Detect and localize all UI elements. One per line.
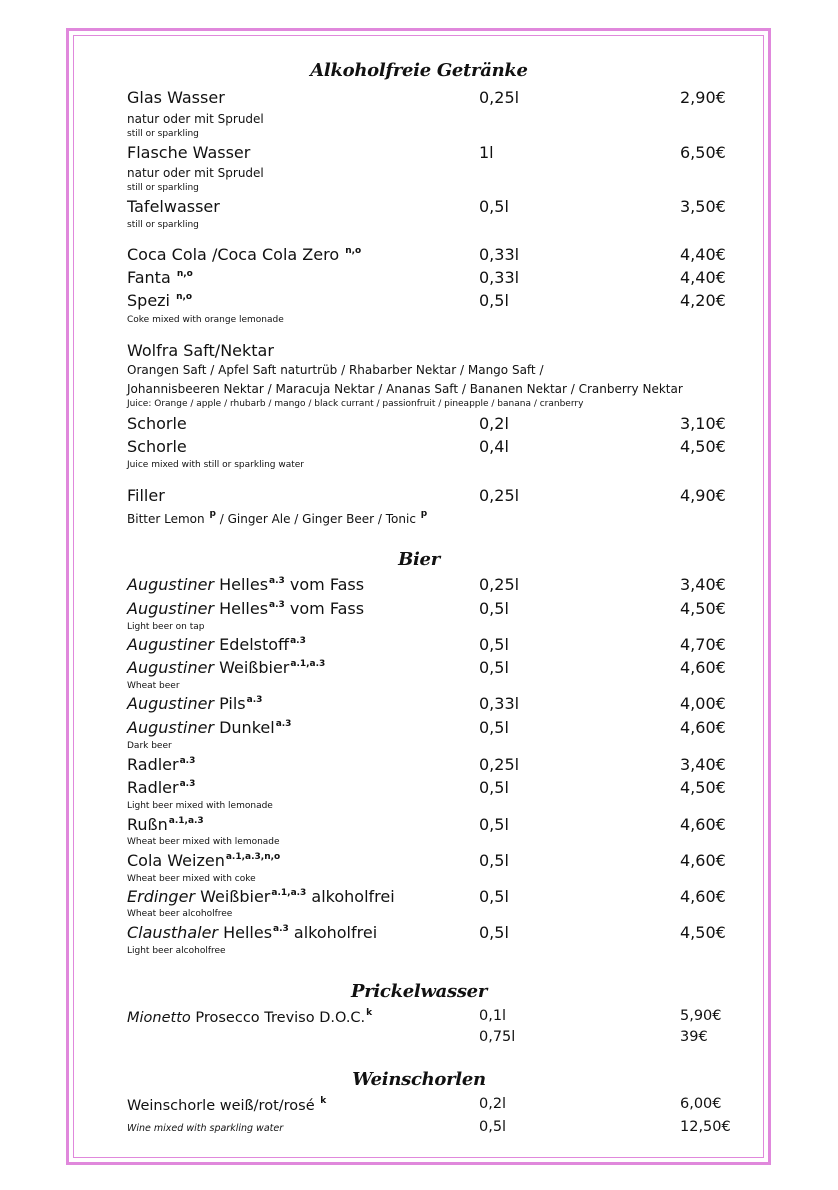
- item-price: 2,90€: [680, 88, 726, 107]
- item-volume: 0,25l: [479, 575, 520, 594]
- item-name: Clausthaler Helles$^{a.3}$ alkoholfrei: [127, 923, 378, 942]
- item-translation: Wheat beer mixed with coke: [127, 874, 256, 884]
- item-price: 4,60€: [680, 887, 726, 906]
- item-name: Augustiner Pils$^{a.3}$: [127, 694, 263, 713]
- item-name: Schorle: [127, 437, 187, 456]
- item-description: natur oder mit Sprudel: [127, 166, 264, 180]
- item-name: Augustiner Dunkel$^{a.3}$: [127, 718, 292, 737]
- menu-item-coca-cola: [127, 245, 747, 267]
- menu-item-radler-small: [127, 755, 747, 777]
- item-name: Radler$^{a.3}$: [127, 778, 196, 797]
- item-price: 3,40€: [680, 755, 726, 774]
- item-translation: Wine mixed with sparkling water: [127, 1123, 284, 1134]
- item-translation: Wheat beer: [127, 681, 180, 691]
- menu-item-mionetto-prosecco-bottle: [127, 1028, 747, 1050]
- item-price: 6,50€: [680, 143, 726, 162]
- item-price: 4,60€: [680, 815, 726, 834]
- item-volume: 0,1l: [479, 1008, 507, 1024]
- item-name: Filler: [127, 486, 165, 505]
- item-price: 5,90€: [680, 1008, 722, 1024]
- item-name: Schorle: [127, 414, 187, 433]
- item-volume: 0,5l: [479, 778, 509, 797]
- item-volume: 0,33l: [479, 694, 520, 713]
- menu-item-schorle-large: [127, 437, 747, 459]
- item-price: 4,60€: [680, 658, 726, 677]
- item-volume: 0,5l: [479, 923, 509, 942]
- item-volume: 0,5l: [479, 815, 509, 834]
- item-name: Cola Weizen$^{a.1,a.3,n,o}$: [127, 851, 281, 870]
- item-translation: still or sparkling: [127, 220, 199, 230]
- menu-item-mionetto-prosecco: [127, 1007, 747, 1029]
- item-volume: 0,2l: [479, 1096, 507, 1112]
- menu-item-radler-large: [127, 778, 747, 800]
- item-name: Augustiner Helles$^{a.3}$ vom Fass: [127, 575, 365, 594]
- item-name: Erdinger Weißbier$^{a.1,a.3}$ alkoholfrei: [127, 887, 395, 906]
- menu-item-wolfra: [127, 341, 747, 363]
- item-name: Mionetto Prosecco Treviso D.O.C.$^k$: [127, 1008, 373, 1026]
- item-name: Flasche Wasser: [127, 143, 251, 162]
- item-price: 3,40€: [680, 575, 726, 594]
- item-price: 4,90€: [680, 486, 726, 505]
- item-price: 4,20€: [680, 291, 726, 310]
- menu-item-augustiner-pils: [127, 694, 747, 716]
- item-volume: 0,33l: [479, 245, 520, 264]
- item-name: Tafelwasser: [127, 197, 220, 216]
- item-translation: still or sparkling: [127, 183, 199, 193]
- item-name: Augustiner Weißbier$^{a.1,a.3}$: [127, 658, 326, 677]
- section-heading-weinschorlen: Weinschorlen: [352, 1069, 486, 1090]
- item-price: 4,50€: [680, 923, 726, 942]
- item-description: Bitter Lemon $^p$ / Ginger Ale / Ginger Beer / Tonic $^p$: [127, 509, 428, 526]
- menu-item-augustiner-helles-small: [127, 575, 747, 597]
- item-price: 12,50€: [680, 1119, 731, 1135]
- menu-item-russn: [127, 815, 747, 837]
- item-volume: 0,5l: [479, 599, 509, 618]
- item-translation: still or sparkling: [127, 129, 199, 139]
- item-price: 6,00€: [680, 1096, 722, 1112]
- item-volume: 0,75l: [479, 1029, 516, 1045]
- allergen-note: p: [209, 509, 216, 519]
- item-price: 4,50€: [680, 778, 726, 797]
- item-volume: 0,5l: [479, 197, 509, 216]
- item-price: 3,50€: [680, 197, 726, 216]
- item-description: natur oder mit Sprudel: [127, 112, 264, 126]
- item-volume: 1l: [479, 143, 494, 162]
- item-name: Wolfra Saft/Nektar: [127, 341, 274, 360]
- menu-item-spezi: [127, 291, 747, 313]
- item-price: 3,10€: [680, 414, 726, 433]
- item-translation: Coke mixed with orange lemonade: [127, 315, 284, 325]
- item-name: Spezi $^{n,o}$: [127, 291, 193, 310]
- menu-item-augustiner-helles-large: [127, 599, 747, 621]
- item-name: Glas Wasser: [127, 88, 225, 107]
- item-price: 4,70€: [680, 635, 726, 654]
- menu-item-augustiner-weissbier: [127, 658, 747, 680]
- menu-item-filler: [127, 486, 747, 508]
- item-price: 4,60€: [680, 718, 726, 737]
- menu-item-augustiner-dunkel: [127, 718, 747, 740]
- menu-item-schorle-small: [127, 414, 747, 436]
- item-volume: 0,25l: [479, 755, 520, 774]
- item-translation: Juice mixed with still or sparkling water: [127, 460, 304, 470]
- section-heading-bier: Bier: [398, 549, 440, 570]
- item-translation: Juice: Orange / apple / rhubarb / mango / black currant / passionfruit / pineapple / banana / cranberry: [127, 399, 584, 409]
- item-price: 4,60€: [680, 851, 726, 870]
- menu-item-clausthaler: [127, 923, 747, 945]
- item-price: 4,00€: [680, 694, 726, 713]
- menu-item-erdinger: [127, 887, 747, 909]
- item-volume: 0,5l: [479, 1119, 507, 1135]
- item-name: Weinschorle weiß/rot/rosé $^k$: [127, 1096, 327, 1114]
- item-volume: 0,33l: [479, 268, 520, 287]
- item-translation: Wheat beer mixed with lemonade: [127, 837, 280, 847]
- menu-item-fanta: [127, 268, 747, 290]
- item-description: Johannisbeeren Nektar / Maracuja Nektar / Ananas Saft / Bananen Nektar / Cranberry Nektar: [127, 382, 683, 396]
- item-name: Coca Cola /Coca Cola Zero $^{n,o}$: [127, 245, 362, 264]
- item-name: Fanta $^{n,o}$: [127, 268, 193, 287]
- item-name: Radler$^{a.3}$: [127, 755, 196, 774]
- allergen-note: n,o: [176, 292, 193, 302]
- item-name: Augustiner Edelstoff$^{a.3}$: [127, 635, 306, 654]
- menu-item-weinschorle: [127, 1095, 747, 1117]
- item-price: 4,40€: [680, 268, 726, 287]
- item-name: Augustiner Helles$^{a.3}$ vom Fass: [127, 599, 365, 618]
- item-volume: 0,4l: [479, 437, 509, 456]
- item-description: Orangen Saft / Apfel Saft naturtrüb / Rhabarber Nektar / Mango Saft /: [127, 363, 544, 377]
- item-volume: 0,2l: [479, 414, 509, 433]
- item-translation: Wheat beer alcoholfree: [127, 909, 233, 919]
- menu-item-augustiner-edelstoff: [127, 635, 747, 657]
- item-volume: 0,5l: [479, 658, 509, 677]
- item-volume: 0,5l: [479, 887, 509, 906]
- allergen-note: n,o: [345, 246, 362, 256]
- item-translation: Dark beer: [127, 741, 172, 751]
- allergen-note: n,o: [176, 269, 193, 279]
- item-price: 4,40€: [680, 245, 726, 264]
- menu-item-flasche-wasser: [127, 143, 747, 165]
- item-volume: 0,5l: [479, 291, 509, 310]
- item-name: Rußn$^{a.1,a.3}$: [127, 815, 204, 834]
- item-price: 39€: [680, 1029, 708, 1045]
- section-heading-alkoholfrei: Alkoholfreie Getränke: [310, 60, 528, 81]
- menu-item-tafelwasser: [127, 197, 747, 219]
- menu-item-weinschorle-large: [127, 1118, 747, 1140]
- section-heading-prickelwasser: Prickelwasser: [350, 981, 488, 1002]
- item-translation: Light beer mixed with lemonade: [127, 801, 273, 811]
- allergen-note: p: [420, 509, 428, 519]
- item-price: 4,50€: [680, 437, 726, 456]
- item-translation: Light beer on tap: [127, 622, 205, 632]
- item-volume: 0,25l: [479, 88, 520, 107]
- item-volume: 0,5l: [479, 718, 509, 737]
- menu-item-cola-weizen: [127, 851, 747, 873]
- item-price: 4,50€: [680, 599, 726, 618]
- item-volume: 0,25l: [479, 486, 520, 505]
- item-volume: 0,5l: [479, 851, 509, 870]
- menu-item-glas-wasser: [127, 88, 747, 110]
- item-volume: 0,5l: [479, 635, 509, 654]
- item-translation: Light beer alcoholfree: [127, 946, 226, 956]
